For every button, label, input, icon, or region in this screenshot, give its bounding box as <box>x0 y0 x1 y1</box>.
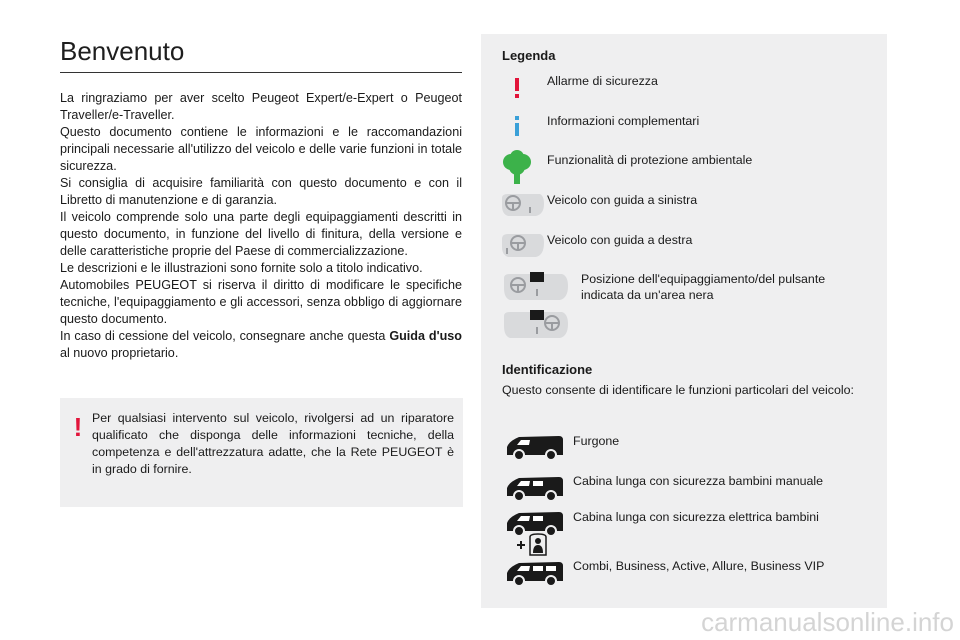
warning-text: Per qualsiasi intervento sul veicolo, rivolgersi ad un riparatore qualificato che disponga delle informazioni tecniche, della competenza e dell'attrezzatura adatte, che la Rete PEUGEOT è in grado di fornire. <box>92 411 454 476</box>
identification-label: Combi, Business, Active, Allure, Business VIP <box>573 559 825 573</box>
minibus-icon <box>503 559 567 587</box>
identification-label: Cabina lunga con sicurezza elettrica bambini <box>573 510 819 524</box>
exclamation-icon: ! <box>73 412 83 442</box>
watermark: carmanualsonline.info <box>701 607 954 637</box>
exclamation-icon <box>510 76 524 100</box>
identification-label: Furgone <box>573 434 620 448</box>
intro-paragraph: La ringraziamo per aver scelto Peugeot Expert/e-Expert o Peugeot Traveller/e-Traveller. <box>60 91 462 122</box>
intro-paragraph: Le descrizioni e le illustrazioni sono fornite solo a titolo indicativo. <box>60 261 423 275</box>
identification-subtitle: Questo consente di identificare le funzioni particolari del veicolo: <box>502 383 854 397</box>
intro-paragraph: Questo documento contiene le informazioni e le raccomandazioni principali necessarie all'utilizzo del veicolo e delle varie funzioni in totale sicurezza. <box>60 125 462 173</box>
legend-label: Veicolo con guida a sinistra <box>547 193 698 207</box>
intro-paragraph: Il veicolo comprende solo una parte degli equipaggiamenti descritti in questo documento, in funzione del livello di finitura, della versione e delle caratteristiche proprie del Paese di commercializzazione. <box>60 210 462 258</box>
identification-label: Cabina lunga con sicurezza bambini manuale <box>573 474 824 488</box>
intro-paragraph: Si consiglia di acquisire familiarità con questo documento e con il Libretto di manutenzione e di garanzia. <box>60 176 462 207</box>
title-divider <box>60 72 462 73</box>
intro-paragraph: Automobiles PEUGEOT si riserva il diritto di modificare le specifiche tecniche, l'equipaggiamento e gli accessori, senza obbligo di aggiornare questo documento. <box>60 278 462 326</box>
dashboard-area-icon <box>502 308 572 342</box>
identification-title: Identificazione <box>502 362 593 377</box>
intro-last-text-end: al nuovo proprietario. <box>60 346 179 360</box>
tree-icon <box>501 150 533 186</box>
page-title: Benvenuto <box>60 36 185 66</box>
intro-text <box>60 90 462 362</box>
crew-cab-icon <box>503 474 567 502</box>
guide-name: Guida d'uso <box>389 329 462 343</box>
child-lock-icon <box>516 533 550 557</box>
van-icon <box>503 433 567 461</box>
legend-label: Allarme di sicurezza <box>547 74 658 88</box>
info-icon <box>510 114 524 138</box>
intro-last-text: In caso di cessione del veicolo, consegnare anche questa <box>60 329 390 343</box>
legend-label: Funzionalità di protezione ambientale <box>547 153 753 167</box>
right-hand-drive-icon <box>500 231 546 259</box>
intro-paragraph-last <box>60 328 462 362</box>
dashboard-area-icon <box>502 270 572 304</box>
legend-label: Informazioni complementari <box>547 114 700 128</box>
warning-box <box>60 398 463 507</box>
legend-label: Veicolo con guida a destra <box>547 233 693 247</box>
legend-title: Legenda <box>502 48 556 63</box>
left-hand-drive-icon <box>500 192 546 218</box>
legend-label: Posizione dell'equipaggiamento/del pulsante indicata da un'area nera <box>581 272 826 302</box>
